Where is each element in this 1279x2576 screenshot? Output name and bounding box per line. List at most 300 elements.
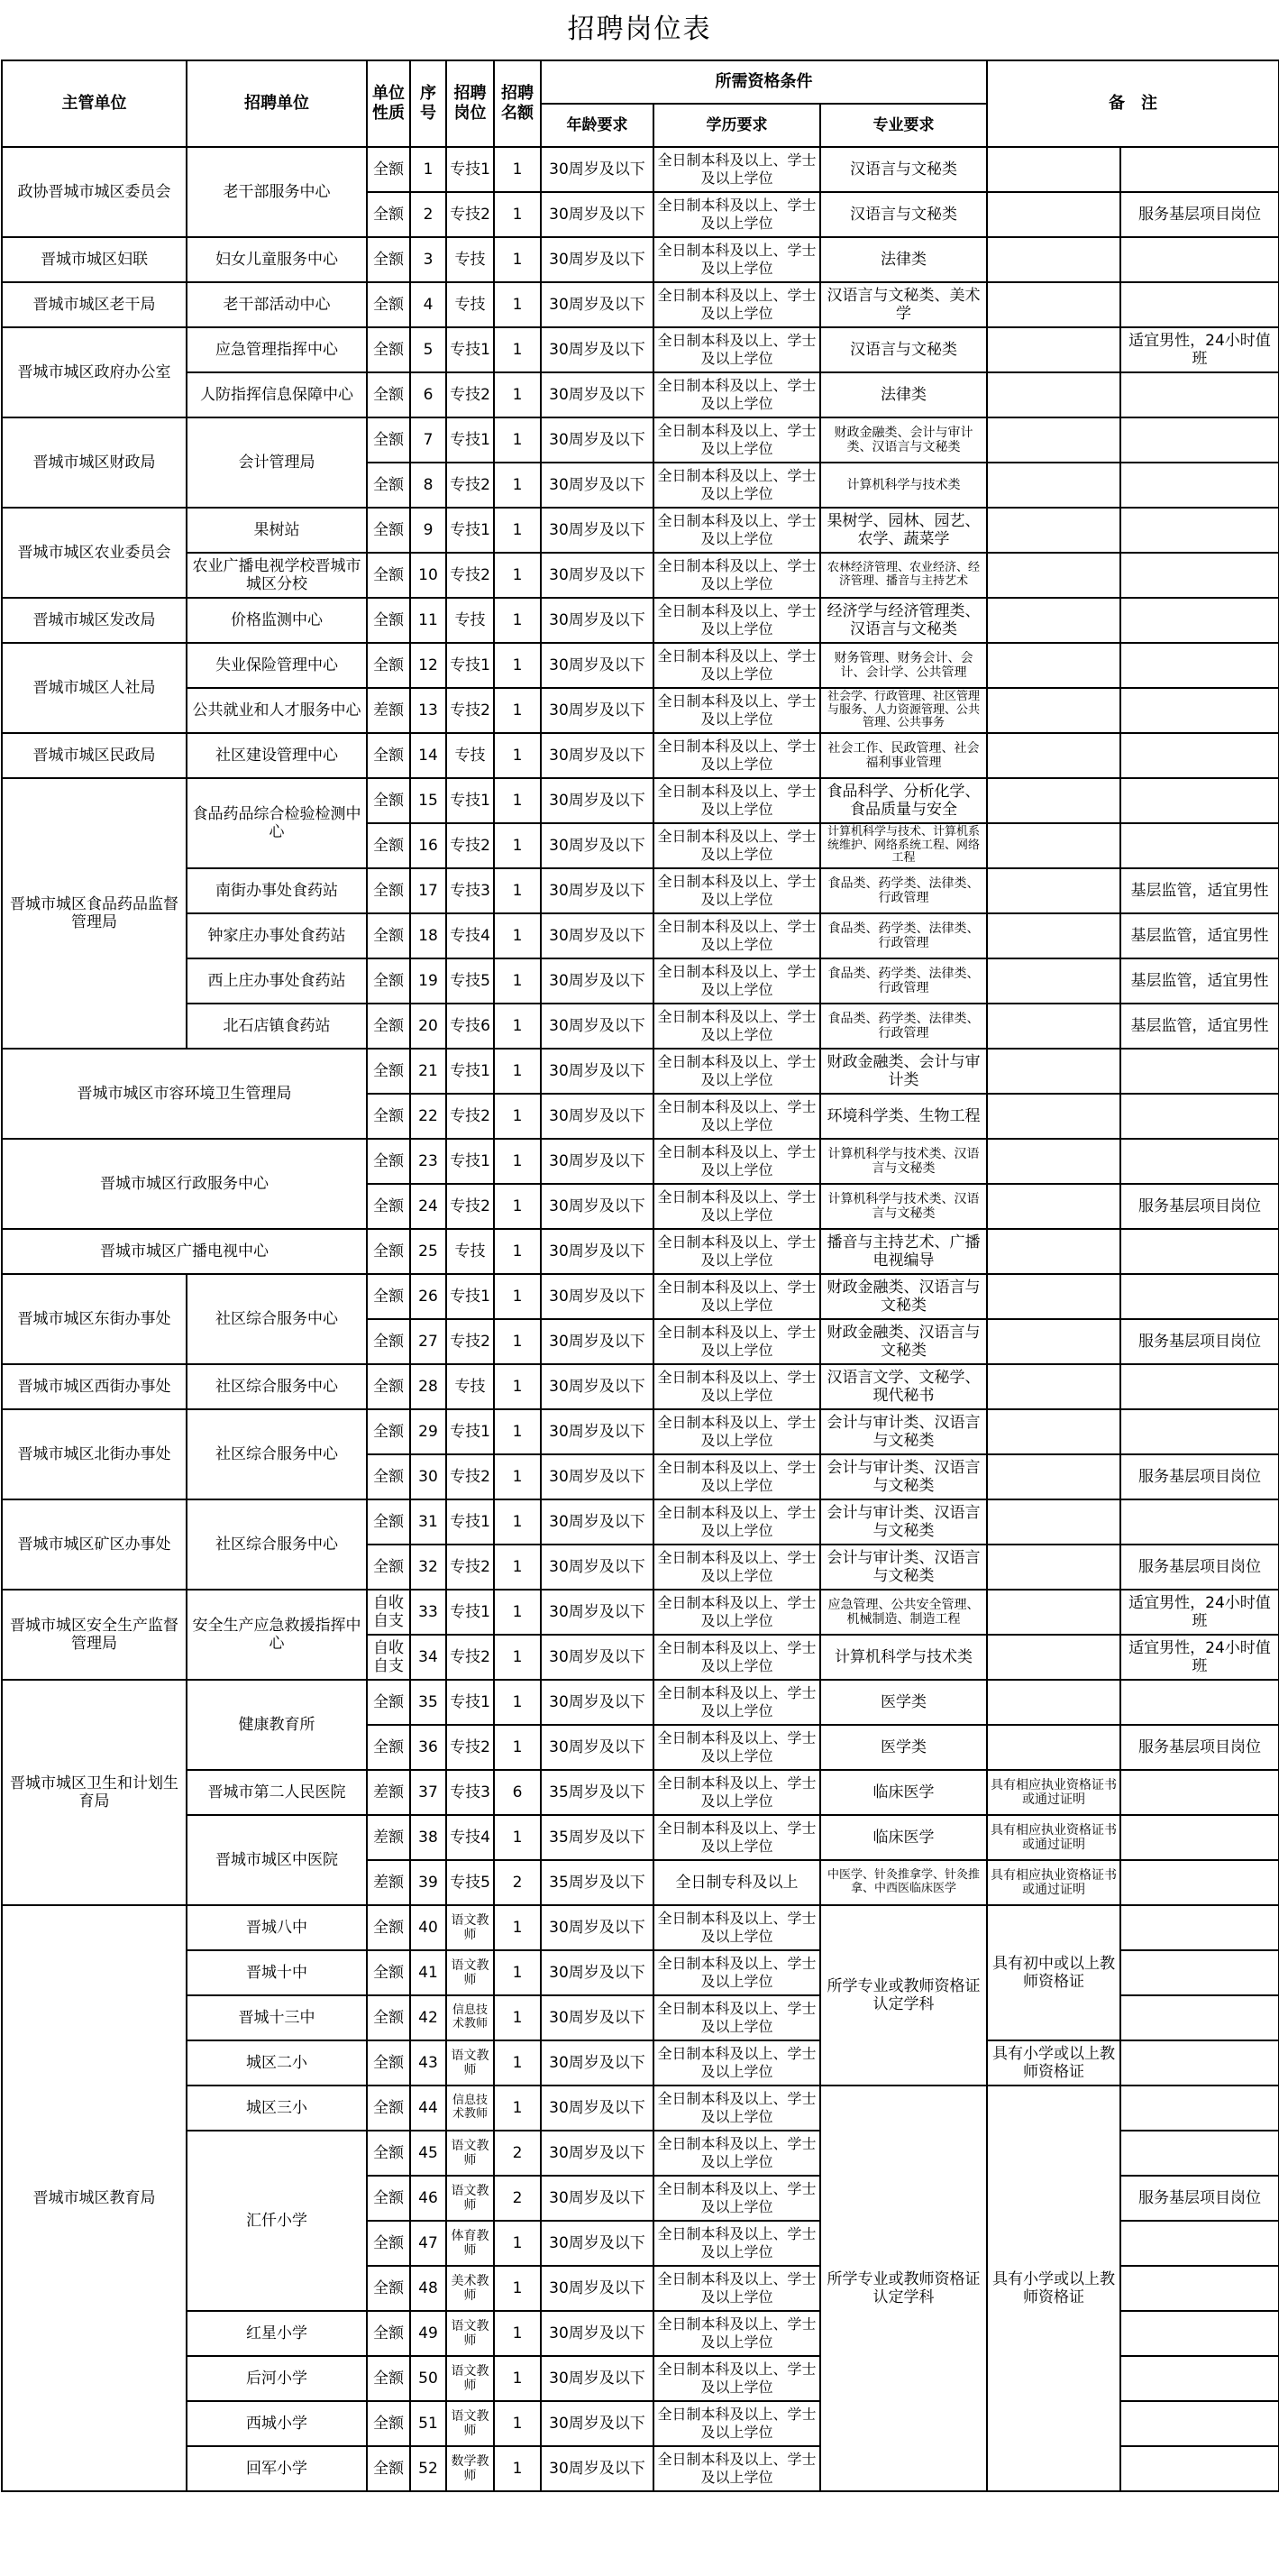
major-cell: 经济学与经济管理类、汉语言与文秘类 [820, 598, 987, 643]
position-cell: 专技2 [446, 1094, 494, 1139]
nature-cell: 全额 [367, 1139, 410, 1184]
nature-cell: 全额 [367, 282, 410, 327]
table-row [2, 958, 1279, 1004]
remark-cell-2: 适宜男性，24小时值班 [1120, 327, 1279, 372]
table-row [2, 2086, 1279, 2131]
count-cell: 1 [494, 1590, 541, 1635]
age-cell: 30周岁及以下 [541, 1004, 653, 1049]
unit-cell: 北石店镇食药站 [187, 1004, 367, 1049]
remark-cell [987, 958, 1120, 1004]
age-cell: 30周岁及以下 [541, 868, 653, 913]
major-cell: 财政金融类、汉语言与文秘类 [820, 1319, 987, 1364]
table-row [2, 1049, 1279, 1094]
dept-cell: 政协晋城市城区委员会 [2, 147, 187, 237]
position-cell: 语文教师 [446, 2176, 494, 2221]
education-cell: 全日制本科及以上、学士及以上学位 [653, 463, 820, 508]
remark-cell-2 [1120, 1409, 1279, 1454]
nature-cell: 全额 [367, 2356, 410, 2401]
table-row [2, 1409, 1279, 1454]
education-cell: 全日制本科及以上、学士及以上学位 [653, 2040, 820, 2086]
position-cell: 专技3 [446, 1770, 494, 1815]
remark-cell: 具有小学或以上教师资格证 [987, 2040, 1120, 2086]
table-row [2, 868, 1279, 913]
position-cell: 专技1 [446, 417, 494, 463]
age-cell: 30周岁及以下 [541, 1545, 653, 1590]
count-cell: 1 [494, 147, 541, 192]
seq-cell: 43 [410, 2040, 446, 2086]
major-cell: 法律类 [820, 372, 987, 417]
remark-cell-2: 基层监管，适宜男性 [1120, 1004, 1279, 1049]
education-cell: 全日制本科及以上、学士及以上学位 [653, 958, 820, 1004]
nature-cell: 全额 [367, 2311, 410, 2356]
major-cell: 财政金融类、会计与审计类、汉语言与文秘类 [820, 417, 987, 463]
nature-cell: 全额 [367, 372, 410, 417]
table-row [2, 147, 1279, 192]
remark-cell-2 [1120, 1139, 1279, 1184]
age-cell: 30周岁及以下 [541, 1635, 653, 1680]
remark-cell-2 [1120, 508, 1279, 553]
age-cell: 30周岁及以下 [541, 913, 653, 958]
age-cell: 30周岁及以下 [541, 1590, 653, 1635]
age-cell: 30周岁及以下 [541, 147, 653, 192]
count-cell: 6 [494, 1770, 541, 1815]
unit-cell: 南街办事处食药站 [187, 868, 367, 913]
count-cell: 1 [494, 913, 541, 958]
remark-cell-2 [1120, 643, 1279, 688]
remark-cell: 具有相应执业资格证书或通过证明 [987, 1860, 1120, 1905]
position-cell: 专技2 [446, 823, 494, 868]
remark-cell-2: 服务基层项目岗位 [1120, 1545, 1279, 1590]
table-row [2, 1364, 1279, 1409]
seq-cell: 41 [410, 1950, 446, 1995]
age-cell: 30周岁及以下 [541, 643, 653, 688]
remark-cell-2 [1120, 2086, 1279, 2131]
position-cell: 专技5 [446, 1860, 494, 1905]
age-cell: 30周岁及以下 [541, 688, 653, 733]
dept-cell: 晋城市城区老干局 [2, 282, 187, 327]
seq-cell: 36 [410, 1725, 446, 1770]
education-cell: 全日制本科及以上、学士及以上学位 [653, 1950, 820, 1995]
nature-cell: 全额 [367, 2131, 410, 2176]
remark-cell-2 [1120, 1815, 1279, 1860]
nature-cell: 全额 [367, 147, 410, 192]
seq-cell: 29 [410, 1409, 446, 1454]
unit-cell: 晋城市第二人民医院 [187, 1770, 367, 1815]
education-cell: 全日制本科及以上、学士及以上学位 [653, 643, 820, 688]
count-cell: 1 [494, 1950, 541, 1995]
remark-cell [987, 553, 1120, 598]
unit-cell: 公共就业和人才服务中心 [187, 688, 367, 733]
remark-cell-2: 服务基层项目岗位 [1120, 192, 1279, 237]
nature-cell: 全额 [367, 1680, 410, 1725]
header-unit: 招聘单位 [187, 60, 367, 147]
education-cell: 全日制本科及以上、学士及以上学位 [653, 2086, 820, 2131]
age-cell: 30周岁及以下 [541, 1499, 653, 1545]
count-cell: 1 [494, 282, 541, 327]
remark-cell-2 [1120, 147, 1279, 192]
position-cell: 专技2 [446, 1725, 494, 1770]
major-cell: 计算机科学与技术、计算机系统维护、网络系统工程、网络工程 [820, 823, 987, 868]
dept-cell: 晋城市城区行政服务中心 [2, 1139, 367, 1229]
age-cell: 30周岁及以下 [541, 2446, 653, 2491]
remark-cell [987, 282, 1120, 327]
remark-cell-2 [1120, 1950, 1279, 1995]
seq-cell: 44 [410, 2086, 446, 2131]
remark-cell [987, 778, 1120, 823]
major-cell: 汉语言与文秘类 [820, 147, 987, 192]
nature-cell: 全额 [367, 868, 410, 913]
age-cell: 30周岁及以下 [541, 1364, 653, 1409]
seq-cell: 9 [410, 508, 446, 553]
unit-cell: 果树站 [187, 508, 367, 553]
page-title: 招聘岗位表 [567, 14, 712, 45]
count-cell: 1 [494, 2356, 541, 2401]
major-cell: 计算机科学与技术类、汉语言与文秘类 [820, 1139, 987, 1184]
education-cell: 全日制本科及以上、学士及以上学位 [653, 2311, 820, 2356]
major-cell: 财政金融类、汉语言与文秘类 [820, 1274, 987, 1319]
seq-cell: 31 [410, 1499, 446, 1545]
position-cell: 专技1 [446, 1409, 494, 1454]
remark-cell [987, 463, 1120, 508]
nature-cell: 全额 [367, 2040, 410, 2086]
count-cell: 1 [494, 1004, 541, 1049]
dept-cell: 晋城市城区东街办事处 [2, 1274, 187, 1364]
remark-cell-2 [1120, 598, 1279, 643]
education-cell: 全日制本科及以上、学士及以上学位 [653, 2131, 820, 2176]
age-cell: 30周岁及以下 [541, 2311, 653, 2356]
remark-cell [987, 1274, 1120, 1319]
nature-cell: 全额 [367, 553, 410, 598]
unit-cell: 价格监测中心 [187, 598, 367, 643]
major-cell: 环境科学类、生物工程 [820, 1094, 987, 1139]
nature-cell: 全额 [367, 327, 410, 372]
dept-cell: 晋城市城区西街办事处 [2, 1364, 187, 1409]
age-cell: 30周岁及以下 [541, 1680, 653, 1725]
education-cell: 全日制本科及以上、学士及以上学位 [653, 327, 820, 372]
count-cell: 1 [494, 2086, 541, 2131]
count-cell: 1 [494, 1454, 541, 1499]
age-cell: 30周岁及以下 [541, 1184, 653, 1229]
remark-cell [987, 823, 1120, 868]
seq-cell: 5 [410, 327, 446, 372]
major-cell: 财务管理、财务会计、会计、会计学、公共管理 [820, 643, 987, 688]
seq-cell: 20 [410, 1004, 446, 1049]
major-cell: 医学类 [820, 1680, 987, 1725]
nature-cell: 自收自支 [367, 1590, 410, 1635]
table-row [2, 778, 1279, 823]
count-cell: 1 [494, 1139, 541, 1184]
nature-cell: 全额 [367, 508, 410, 553]
count-cell: 1 [494, 643, 541, 688]
dept-cell: 晋城市城区人社局 [2, 643, 187, 733]
remark-cell [987, 1590, 1120, 1635]
seq-cell: 13 [410, 688, 446, 733]
major-cell: 社会学、行政管理、社区管理与服务、人力资源管理、公共管理、公共事务 [820, 688, 987, 733]
major-cell: 食品类、药学类、法律类、行政管理 [820, 1004, 987, 1049]
major-cell: 所学专业或教师资格证认定学科 [820, 2086, 987, 2491]
seq-cell: 51 [410, 2401, 446, 2446]
position-cell: 专技1 [446, 1590, 494, 1635]
seq-cell: 32 [410, 1545, 446, 1590]
education-cell: 全日制本科及以上、学士及以上学位 [653, 733, 820, 778]
dept-cell: 晋城市城区财政局 [2, 417, 187, 508]
unit-cell: 晋城八中 [187, 1905, 367, 1950]
unit-cell: 老干部服务中心 [187, 147, 367, 237]
remark-cell-2 [1120, 1995, 1279, 2040]
remark-cell-2 [1120, 1499, 1279, 1545]
table-row [2, 1680, 1279, 1725]
remark-cell-2 [1120, 1905, 1279, 1950]
nature-cell: 全额 [367, 1184, 410, 1229]
remark-cell-2: 服务基层项目岗位 [1120, 1454, 1279, 1499]
age-cell: 30周岁及以下 [541, 2086, 653, 2131]
table-row [2, 1229, 1279, 1274]
position-cell: 语文教师 [446, 2311, 494, 2356]
nature-cell: 全额 [367, 958, 410, 1004]
recruitment-table [1, 60, 1279, 2492]
unit-cell: 城区二小 [187, 2040, 367, 2086]
nature-cell: 全额 [367, 2446, 410, 2491]
remark-cell [987, 913, 1120, 958]
count-cell: 1 [494, 778, 541, 823]
age-cell: 35周岁及以下 [541, 1860, 653, 1905]
education-cell: 全日制本科及以上、学士及以上学位 [653, 237, 820, 282]
dept-cell: 晋城市城区矿区办事处 [2, 1499, 187, 1590]
count-cell: 1 [494, 1905, 541, 1950]
major-cell: 播音与主持艺术、广播电视编导 [820, 1229, 987, 1274]
nature-cell: 全额 [367, 417, 410, 463]
nature-cell: 全额 [367, 1274, 410, 1319]
major-cell: 汉语言与文秘类、美术学 [820, 282, 987, 327]
education-cell: 全日制本科及以上、学士及以上学位 [653, 1499, 820, 1545]
count-cell: 2 [494, 2131, 541, 2176]
major-cell: 会计与审计类、汉语言与文秘类 [820, 1409, 987, 1454]
education-cell: 全日制本科及以上、学士及以上学位 [653, 1454, 820, 1499]
education-cell: 全日制本科及以上、学士及以上学位 [653, 553, 820, 598]
remark-cell-2 [1120, 2266, 1279, 2311]
unit-cell: 老干部活动中心 [187, 282, 367, 327]
position-cell: 专技2 [446, 1184, 494, 1229]
major-cell: 计算机科学与技术类、汉语言与文秘类 [820, 1184, 987, 1229]
seq-cell: 25 [410, 1229, 446, 1274]
nature-cell: 全额 [367, 1545, 410, 1590]
education-cell: 全日制本科及以上、学士及以上学位 [653, 1004, 820, 1049]
remark-cell [987, 1409, 1120, 1454]
table-row [2, 1499, 1279, 1545]
nature-cell: 全额 [367, 237, 410, 282]
position-cell: 语文教师 [446, 1950, 494, 1995]
count-cell: 1 [494, 1725, 541, 1770]
remark-cell-2: 服务基层项目岗位 [1120, 2176, 1279, 2221]
remark-cell-2 [1120, 1094, 1279, 1139]
count-cell: 1 [494, 2221, 541, 2266]
age-cell: 30周岁及以下 [541, 598, 653, 643]
seq-cell: 42 [410, 1995, 446, 2040]
remark-cell [987, 868, 1120, 913]
position-cell: 美术教师 [446, 2266, 494, 2311]
remark-cell: 具有初中或以上教师资格证 [987, 1905, 1120, 2040]
unit-cell: 西城小学 [187, 2401, 367, 2446]
remark-cell [987, 1049, 1120, 1094]
remark-cell-2 [1120, 2311, 1279, 2356]
header-education: 学历要求 [653, 104, 820, 147]
remark-cell-2 [1120, 688, 1279, 733]
unit-cell: 社区综合服务中心 [187, 1364, 367, 1409]
nature-cell: 差额 [367, 1770, 410, 1815]
age-cell: 30周岁及以下 [541, 237, 653, 282]
seq-cell: 21 [410, 1049, 446, 1094]
count-cell: 1 [494, 2266, 541, 2311]
position-cell: 专技6 [446, 1004, 494, 1049]
position-cell: 专技1 [446, 508, 494, 553]
count-cell: 1 [494, 958, 541, 1004]
position-cell: 数学教师 [446, 2446, 494, 2491]
unit-cell: 妇女儿童服务中心 [187, 237, 367, 282]
table-row [2, 1770, 1279, 1815]
count-cell: 1 [494, 1545, 541, 1590]
major-cell: 汉语言文学、文秘学、现代秘书 [820, 1364, 987, 1409]
table-row [2, 417, 1279, 463]
unit-cell: 红星小学 [187, 2311, 367, 2356]
remark-cell-2: 服务基层项目岗位 [1120, 1319, 1279, 1364]
nature-cell: 全额 [367, 2086, 410, 2131]
remark-cell-2 [1120, 372, 1279, 417]
position-cell: 专技1 [446, 643, 494, 688]
seq-cell: 45 [410, 2131, 446, 2176]
position-cell: 专技2 [446, 1319, 494, 1364]
education-cell: 全日制专科及以上 [653, 1860, 820, 1905]
nature-cell: 全额 [367, 192, 410, 237]
remark-cell-2 [1120, 778, 1279, 823]
seq-cell: 40 [410, 1905, 446, 1950]
unit-cell: 社区综合服务中心 [187, 1274, 367, 1364]
age-cell: 30周岁及以下 [541, 282, 653, 327]
position-cell: 专技2 [446, 1545, 494, 1590]
remark-cell [987, 1004, 1120, 1049]
nature-cell: 全额 [367, 1454, 410, 1499]
nature-cell: 全额 [367, 1905, 410, 1950]
education-cell: 全日制本科及以上、学士及以上学位 [653, 598, 820, 643]
position-cell: 专技1 [446, 778, 494, 823]
seq-cell: 10 [410, 553, 446, 598]
unit-cell: 回军小学 [187, 2446, 367, 2491]
dept-cell: 晋城市城区卫生和计划生育局 [2, 1680, 187, 1905]
seq-cell: 35 [410, 1680, 446, 1725]
seq-cell: 48 [410, 2266, 446, 2311]
count-cell: 1 [494, 1049, 541, 1094]
age-cell: 30周岁及以下 [541, 1094, 653, 1139]
table-row [2, 643, 1279, 688]
position-cell: 专技1 [446, 1139, 494, 1184]
age-cell: 30周岁及以下 [541, 2266, 653, 2311]
age-cell: 30周岁及以下 [541, 1319, 653, 1364]
education-cell: 全日制本科及以上、学士及以上学位 [653, 1815, 820, 1860]
remark-cell-2 [1120, 2131, 1279, 2176]
remark-cell-2 [1120, 1049, 1279, 1094]
seq-cell: 16 [410, 823, 446, 868]
table-row [2, 1590, 1279, 1635]
position-cell: 体育教师 [446, 2221, 494, 2266]
unit-cell: 会计管理局 [187, 417, 367, 508]
count-cell: 1 [494, 1815, 541, 1860]
seq-cell: 1 [410, 147, 446, 192]
count-cell: 1 [494, 237, 541, 282]
table-row [2, 733, 1279, 778]
remark-cell-2: 服务基层项目岗位 [1120, 1184, 1279, 1229]
remark-cell-2 [1120, 2040, 1279, 2086]
education-cell: 全日制本科及以上、学士及以上学位 [653, 417, 820, 463]
remark-cell-2 [1120, 2401, 1279, 2446]
age-cell: 30周岁及以下 [541, 823, 653, 868]
unit-cell: 社区综合服务中心 [187, 1409, 367, 1499]
position-cell: 专技1 [446, 1499, 494, 1545]
seq-cell: 6 [410, 372, 446, 417]
position-cell: 专技2 [446, 372, 494, 417]
seq-cell: 18 [410, 913, 446, 958]
count-cell: 2 [494, 1860, 541, 1905]
remark-cell: 具有相应执业资格证书或通过证明 [987, 1815, 1120, 1860]
dept-cell: 晋城市城区发改局 [2, 598, 187, 643]
count-cell: 1 [494, 733, 541, 778]
header-position: 招聘岗位 [446, 60, 494, 147]
remark-cell-2 [1120, 2221, 1279, 2266]
nature-cell: 差额 [367, 1860, 410, 1905]
header-major: 专业要求 [820, 104, 987, 147]
position-cell: 专技4 [446, 1815, 494, 1860]
education-cell: 全日制本科及以上、学士及以上学位 [653, 1049, 820, 1094]
remark-cell-2 [1120, 2356, 1279, 2401]
remark-cell [987, 1545, 1120, 1590]
remark-cell-2: 适宜男性，24小时值班 [1120, 1590, 1279, 1635]
dept-cell: 晋城市城区食品药品监督管理局 [2, 778, 187, 1049]
seq-cell: 52 [410, 2446, 446, 2491]
remark-cell [987, 1094, 1120, 1139]
header-main-dept: 主管单位 [2, 60, 187, 147]
seq-cell: 8 [410, 463, 446, 508]
position-cell: 专技 [446, 1364, 494, 1409]
table-row [2, 1815, 1279, 1860]
nature-cell: 全额 [367, 2176, 410, 2221]
age-cell: 30周岁及以下 [541, 1725, 653, 1770]
position-cell: 专技1 [446, 1049, 494, 1094]
age-cell: 35周岁及以下 [541, 1770, 653, 1815]
count-cell: 1 [494, 1499, 541, 1545]
nature-cell: 全额 [367, 2401, 410, 2446]
seq-cell: 14 [410, 733, 446, 778]
education-cell: 全日制本科及以上、学士及以上学位 [653, 1905, 820, 1950]
position-cell: 专技 [446, 598, 494, 643]
major-cell: 临床医学 [820, 1770, 987, 1815]
table-row [2, 327, 1279, 372]
education-cell: 全日制本科及以上、学士及以上学位 [653, 1725, 820, 1770]
position-cell: 语文教师 [446, 2131, 494, 2176]
nature-cell: 全额 [367, 823, 410, 868]
remark-cell [987, 1229, 1120, 1274]
nature-cell: 全额 [367, 463, 410, 508]
education-cell: 全日制本科及以上、学士及以上学位 [653, 2356, 820, 2401]
remark-cell-2 [1120, 417, 1279, 463]
header-age: 年龄要求 [541, 104, 653, 147]
remark-cell [987, 1454, 1120, 1499]
table-row [2, 598, 1279, 643]
remark-cell [987, 237, 1120, 282]
major-cell: 会计与审计类、汉语言与文秘类 [820, 1454, 987, 1499]
count-cell: 1 [494, 1229, 541, 1274]
education-cell: 全日制本科及以上、学士及以上学位 [653, 1680, 820, 1725]
seq-cell: 47 [410, 2221, 446, 2266]
position-cell: 专技2 [446, 553, 494, 598]
seq-cell: 26 [410, 1274, 446, 1319]
